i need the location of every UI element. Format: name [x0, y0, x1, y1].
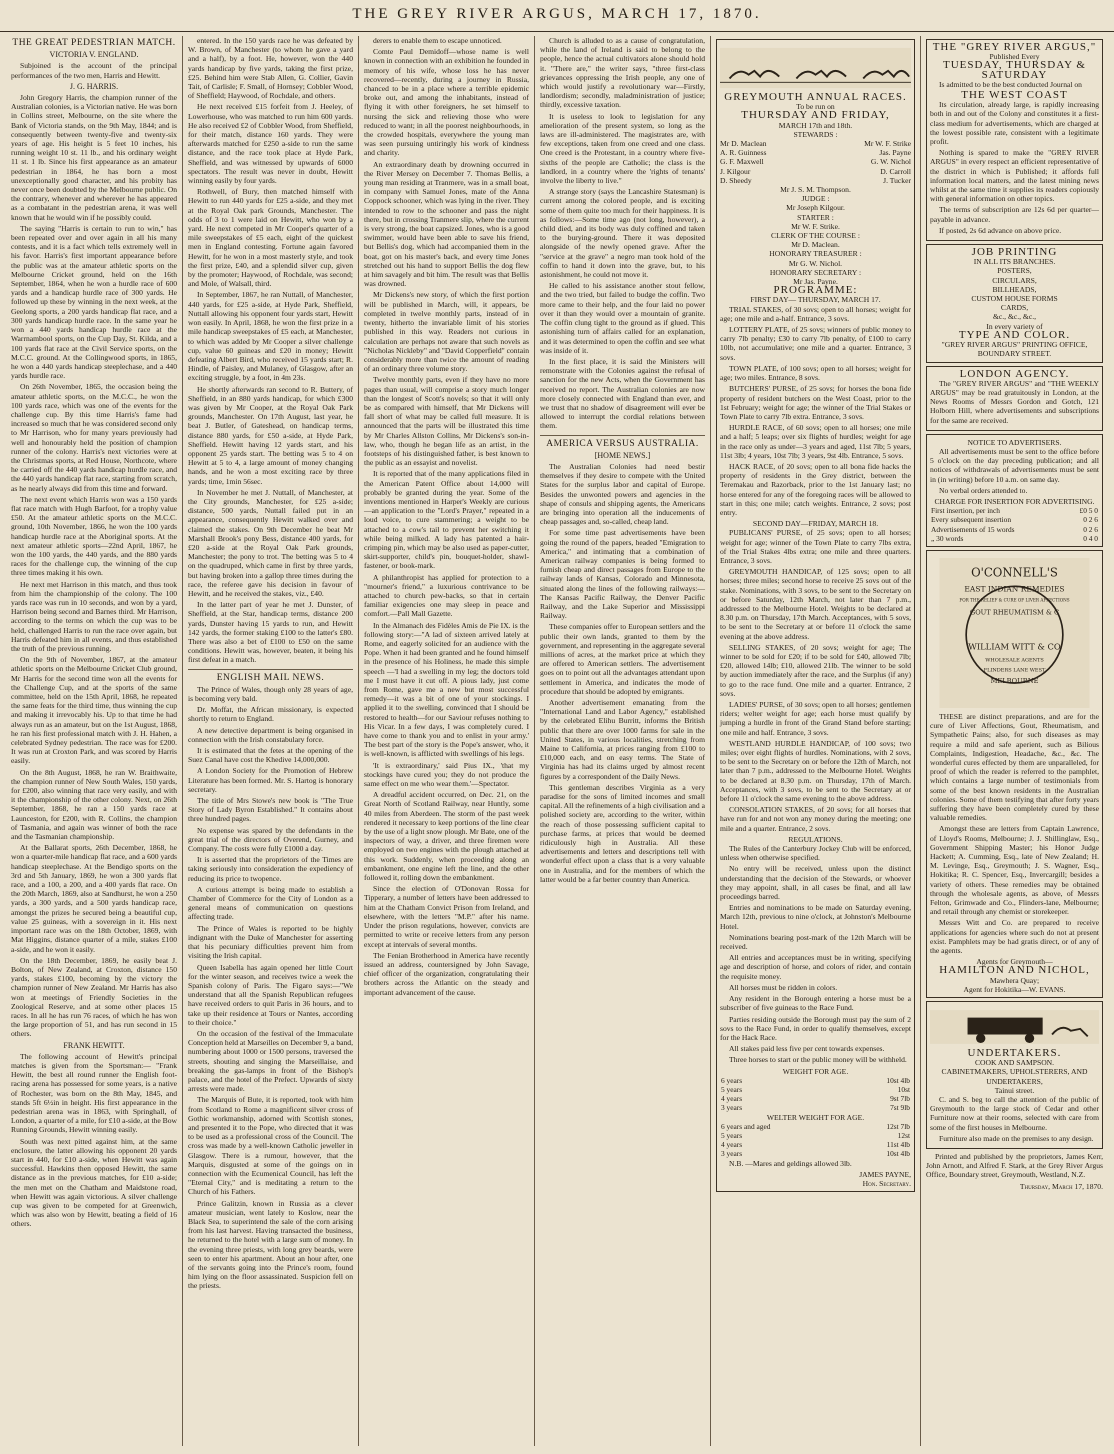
- steward-name: D. Sheedy: [720, 175, 752, 185]
- article-subtitle: VICTORIA V. ENGLAND.: [49, 50, 139, 60]
- paragraph: He next received £15 forfeit from J. Heeley, of Lowerhouse, who was matched to run him 600 yards. He also received £2 of Cobbler Wood, from Sheffield, for their match, distance 160 yards. They were afterwards matched for £250 a-side to run the same distance, and the race took place at Hyde Park, Sheffield, and was witnessed by upwards of 6000 spectators. The result was never in doubt, Hewitt winning easily by four yards.: [188, 102, 353, 186]
- paragraph: No expense was spared by the defendants in the great trial of the directors of Overend, Gurney, and Company. The costs were fully £1000 a day.: [188, 825, 353, 854]
- divider: [188, 669, 353, 670]
- article-title: AMERICA VERSUS AUSTRALIA.: [546, 438, 699, 449]
- paragraph: In September, 1867, he ran Nuttall, of Manchester, 440 yards, for £25 a-side, at Hyde Park, Sheffield, Nuttall allowing his opponent four yards start, Hewitt won easily. In April, 1868, he won the first prize in a mile handicap sweepstakes of £5 each, at Manchester, to which was added by Mr Cooper a silver challenge cup, value 60 guineas and £20 in money; Hewitt defeating Albert Bird, who received 15 yards start; R. Hindle, of Paisley, and Mulaney, of Glasgow, after an exciting struggle, by a foot, in 4m 23s.: [188, 290, 353, 383]
- starter-name: Mr W. F. Strike.: [791, 221, 840, 231]
- advert-title: THURSDAY AND FRIDAY,: [741, 109, 890, 122]
- table-cell: 10st: [897, 1084, 910, 1094]
- race-entry: SELLING STAKES, of 20 sovs; weight for age; The winner to be sold for £20; if to be sold for £40, allowed 7lb; £20, allowed 14lb; £10, allowed 21lb. The winner to be sold by auction immediately after the race, and the Surplus (if any) to go to the race fund. One mile and a quarter. Entrance, 2 sovs.: [720, 642, 911, 698]
- regulation: Any resident in the Borough entering a horse must be a subscriber of five guineas to the Race Fund.: [720, 994, 911, 1013]
- table-cell: 5 years: [721, 1130, 743, 1140]
- paragraph: The "GREY RIVER ARGUS" and "THE WEEKLY ARGUS" may be read gratuitously in London, at the News Rooms of Messrs Gordon and Gotch, 121 Holborn Hill, where advertisements and subscriptions for the same are received.: [930, 378, 1099, 425]
- paragraph: C. and S. beg to call the attention of the public of Greymouth to the large stock of Cedar and other Furniture now at their rooms, selected with care from some of the first houses in Melbourne.: [930, 1095, 1099, 1132]
- regulation: All stakes paid less five per cent towards expenses.: [729, 1044, 885, 1054]
- steward-name: Jas. Payne: [879, 148, 911, 158]
- race-entry: TOWN PLATE, of 100 sovs; open to all horses; weight for age; two miles. Entrance, 8 sovs.: [720, 363, 911, 383]
- column-4: [534, 36, 710, 1446]
- stewards-row: [720, 167, 911, 176]
- advert-text: COOK AND SAMPSON.: [974, 1058, 1055, 1068]
- secretary-heading: HONORARY SECRETARY :: [769, 267, 862, 277]
- paragraph: THESE are distinct preparations, and are for the cure of Liver Affections, Gout, Rheumatism, and Sympathetic Pains; also, for such diseases as may require a mild and safe aperient, such as Bilious Complaints, Indigestion, Headache, &c., &c. The wonderful cures effected by them are unparalleled, for proof of which the reader is referred to the pamphlet, which contains a large number of testimonials from some of the best known residents in the Australian colonies. Some of them testifying that after forty years suffering they have been completely cured by these valuable remedies.: [930, 711, 1099, 823]
- paragraph: At the Ballarat sports, 26th December, 1868, he won a quarter-mile handicap flat race, and a 600 yards handicap steeplechase. At the Bendigo sports on the 3rd and 5th January, 1869, he won a 300 yards flat race, and a 100, a 200, and a 400 yards flat race. On the 20th March, 1869, also at Sandhurst, he won a 250 yards, a 300 yards, and a 500 yards handicap race, amongst the prizes he secured being a beautiful cup, value 25 guineas, with a sovereign in it. His next important race was on the 18th October, 1869, with Mat Higgins, distance quarter of a mile, stakes £100 a-side, and he won it easily.: [11, 843, 177, 954]
- paragraph: In the Almanach des Fidèles Amis de Pie IX. is the following story:—"A lad of sixteen arrived lately at Rome, and eagerly solicited for an audience with the Pope. When it had been granted and he found himself in the presence of his Holiness, he made this simple speech —'I had a swelling in my leg; the doctors told me I must have it cut off. A pious lady, just come from Rome, gave me a new but most successful remedy—it was a bit of one of your stockings. I applied it to the swelling, convinced that I should be restored to health—for our Saviour refuses nothing to His Vicar. In a few days, I was completely cured. I have come to thank you and to enlist in your army.' The best part of the story is the Pope's answer, who, it is well-known, is afflicted with swellings of his legs.: [364, 620, 529, 759]
- paragraph: An extraordinary death by drowning occurred in the River Mersey on December 7. Thomas Bellis, a young man residing at Tranmere, was in a small boat, in company with Samuel Jones, mate of the Anna Coppock schooner, which was lying in the river. They intended to row to the schooner and pass the night there, but in crossing Tranmere slip, where the current is very strong, the boat capsized. Jones, who is a good swimmer, would have been able to save his friend, but Bellis's dog, which had accompanied them in the boat, got on his master's back, and every time Jones stretched out his hand to support Bellis the dog flew at him savagely and bit him. The result was that Bellis was drowned.: [364, 159, 529, 289]
- steward-name: Mr D. Maclean: [720, 139, 767, 149]
- table-cell: 0 2 6: [1083, 515, 1098, 525]
- table-row: [720, 1085, 911, 1094]
- steward-name: J. Kilgour: [720, 166, 751, 176]
- paragraph: On the 18th December, 1869, he easily beat J. Bolton, of New Zealand, at Croxton, distance 150 yards, stakes £100, becoming by the victory the champion runner of New Zealand. Mr Harris has also won at meetings of Friendly Societies in the Zoological Reserve, and at some other places 15 races. In all he has run 76 races, of which he has won the large proportion of 51, and has run second in 15 others.: [11, 955, 177, 1039]
- horse-race-illustration: [720, 47, 911, 89]
- divider: [540, 435, 705, 436]
- advert-title: THE "GREY RIVER ARGUS,": [932, 41, 1097, 53]
- table-cell: 3 years: [721, 1149, 743, 1159]
- clerk-heading: CLERK OF THE COURSE :: [771, 231, 860, 241]
- note: N.B. —Mares and geldings allowed 3lb.: [729, 1158, 852, 1168]
- paragraph: A philanthropist has applied for protection to a "mourner's friend," a luxurious contrivance to be attached to church pew-backs, so that in certain familiar exigencies one may sleep in peace and comfort.—Pall Mall Gazette.: [364, 572, 529, 619]
- race-entry: PUBLICANS' PURSE, of 25 sovs; open to all horses; weight for age; winner of the Town Plate to carry 7lbs extra, of the Trial Stakes 4lbs extra; one mile and three quarters. Entrance, 3 sovs.: [720, 528, 911, 565]
- paragraph: The next event which Harris won was a 150 yards flat race match with Hugh Barfoot, for a trophy value £50. At the amateur athletic sports on the M.C.C. ground, 10th November, 1866, he won the 100 yards handicap hurdle race at the Aboriginal sports. At the next amateur athletic sports—22nd April, 1867, he won the 100 yards, the 440 yards, and the 880 yards races for the challenge cup, the winning of the cup three times making it his own.: [11, 494, 177, 578]
- advert-text: Mawhera Quay;: [989, 975, 1040, 985]
- table-cell: 4 years: [721, 1094, 743, 1104]
- paragraph: It is reported that of the many applications filed in the American Patent Office about 14,000 will probably be granted during the year. Some of the inventions mentioned in Harper's Weekly are curious—an application to the "Lord's Prayer," repeated in a loud voice, to cure stammering; a weight to be attached to a cow's tail to prevent her switching it while being milked. A lady has patented a hair-crimping pin, which may be also used as paper-cutter, skirt-supporter, child's pin, bouquet-holder, shawl-fastener, or book-mark.: [364, 469, 529, 571]
- steward-name: J. Tucker: [883, 175, 911, 185]
- paragraph: A strange story (says the Lancashire Statesman) is current among the colored people, and is exciting some of them quite too much for their happiness. It is as follows:—Some time ago (not long, however), a child died, and its body was duly coffined and taken to the burying-ground. There it was deposited alongside of the newly opened grave. After the "service at the grave" a negro man took hold of the coffin to hand it down into the grave, but, to his astonishment, he could not move it.: [540, 187, 705, 280]
- london-agency-advert: [926, 366, 1103, 431]
- paragraph: A curious attempt is being made to establish a Chamber of Commerce for the City of London as a general means of communication on questions affecting trade.: [188, 884, 353, 922]
- paragraph: On the 9th of November, 1867, at the amateur athletic sports on the Melbourne Cricket Club ground, Mr Harris for the second time won all the events for the Challenge Cup, and at the sports of the same committee, held on the 15th April, 1868, he repeated the same feats for the third time, thus winning the cup and making it irrevocably his. Up to that time he had always run as an amateur, but on the 1st August, 1868, he ran his first professional match with J. H. Hahen, a celebrated Sydney pedestrian. The race was for £200. It was run at Croxton Park, and was scored by Harris easily.: [11, 655, 177, 766]
- paragraph: If posted, 2s 6d advance on above price.: [939, 225, 1062, 235]
- table-cell: 9st 7lb: [890, 1094, 910, 1104]
- paragraph: Queen Isabella has again opened her little Court for the winter season, and receives twice a week the Spanish colony of Paris. The Figaro says:—"We understand that all the Spanish Republican refugees have received orders to quit Paris in 36 hours, and to take up their residence at Tours or Nantes, according to their choice.": [188, 962, 353, 1027]
- remedies-text: WILLIAM WITT & CO: [968, 641, 1061, 652]
- job-printing-advert: [926, 244, 1103, 362]
- paragraph: Subjoined is the account of the principal performances of the two men, Harris and Hewitt.: [11, 61, 177, 80]
- race-entry: CONSOLATION STAKES, of 20 sovs; for all horses that have run for and not won any money during the meeting; one mile and a quarter. Entrance, 2 sovs.: [720, 805, 911, 833]
- race-entry: HACK RACE, of 20 sovs; open to all bona fide hacks the property of residents in the Grey district, between the Teremakau and Razorback, prior to the 1st January last; no horse entered for any of the foregoing races will be allowed to start in this; one mile; catch weights. Entrance, 2 sovs; post entry.: [720, 461, 911, 517]
- table-cell: 12st: [897, 1130, 910, 1140]
- paragraph: A London Society for the Promotion of Hebrew Literature has been formed. Mr. S. Hartog is honorary secretary.: [188, 766, 353, 794]
- remedies-text: GOUT RHEUMATISM & C: [969, 608, 1060, 617]
- paragraph: The title of Mrs Stowe's new book is "The True Story of Lady Byron Established." It contains about three hundred pages.: [188, 796, 353, 824]
- notice-advert: [926, 434, 1103, 547]
- paragraph: Church is alluded to as a cause of congratulation, while the land of Ireland is said to belong to the people, hence the actual cultivators alone should hold it. "There are," the writer says, "three first-class grievances oppressing the Irish people, any one of which would justify a revolutionary war—Firstly, landlordism; secondly, maladministration of justice; thirdly, excessive taxation.: [540, 36, 705, 110]
- table-cell: 0 4 0: [1083, 533, 1098, 543]
- table-cell: 0 2 6: [1083, 524, 1098, 534]
- paragraph: In November he met J. Nuttall, of Manchester, at the City grounds, Manchester, for £25 a-side; distance, 500 yards, Nuttall failed put in an appearance, consequently Hewitt walked over and claimed the stakes. On 9th December he beat Mr Marshall Brook's pony Bess, distance 400 yards, for £20 a-side at the Royal Oak Park grounds, Manchester; the pony to trot. The betting was 5 to 4 on the quadruped, which came in first by three yards, but having broken into a gallop three times during the race, the referee gave his decision in favour of Hewitt, and he received the stakes, viz., £40.: [188, 487, 353, 598]
- undertakers-advert: [926, 1001, 1103, 1149]
- column-5: [710, 36, 920, 1446]
- table-cell: 4 years: [721, 1140, 743, 1150]
- paragraph: It is estimated that the fetes at the opening of the Suez Canal have cost the Khedive 14,000,000.: [188, 746, 353, 765]
- stewards-row: [720, 157, 911, 166]
- paragraph: On the occasion of the festival of the Immaculate Conception held at Marseilles on December 9, a band, numbering about 1000 or 1500 persons, traversed the streets, shouting and singing the Marseillaise, and breaking the gas-lamps in front of the Bishop's palace, and the hotel of the Prefect. Upwards of sixty arrests were made.: [188, 1028, 353, 1094]
- advert-title: UNDERTAKERS.: [967, 1047, 1062, 1060]
- advert-title: NOTICE TO ADVERTISERS.: [967, 437, 1062, 447]
- paragraph: The terms of subscription are 12s 6d per quarter—payable in advance.: [930, 205, 1099, 224]
- masthead: [0, 6, 1114, 32]
- treasurer-heading: HONORARY TREASURER :: [769, 249, 862, 259]
- paragraph: In the first place, it is said the Ministers will remonstrate with the Colonies against the refusal of sanction for the new Acts, when the Government has received no report. The Australian colonies are now more closely connected with England than ever, and we trust that no shadow of disagreement will ever be allowed to interrupt the cordial relations between them.: [540, 356, 705, 431]
- regulation: Parties residing outside the Borough must pay the sum of 2 sovs to the Race Fund, in order to qualify themselves, except for the Hack Race.: [720, 1014, 911, 1042]
- paragraph: No verbal orders attended to.: [939, 485, 1028, 495]
- advert-title: TYPE AND COLOR.: [958, 328, 1071, 341]
- starter-heading: STARTER :: [797, 212, 834, 222]
- advert-text: MARCH 17th and 18th.: [778, 120, 853, 130]
- paragraph: Prince Galitzin, known in Russia as a clever amateur musician, went lately to Koslow, near the Black Sea, to superintend the sale of the corn arising from his last harvest. Having transacted the business, he returned to the hotel with a large sum of money. In the evening three priests, with long grey beards, were seen to enter his apartment. About an hour after, one of the servants going into the Prince's room, found him lying on the floor assassinated. Suspicion fell on the priests.: [188, 1198, 353, 1291]
- paragraph: Another advertisement emanating from the "International Land and Labor Agency," established by the celebrated Elihu Burritt, informs the British public that there are over 1000 farms for sale in the United States, in various localities, stretching from Maine to California, at prices ranging from £100 to £10,000 each, and on easy terms. The State of Virginia has had its claims urged by almost recent figures by a correspondent of the Daily News.: [540, 698, 705, 781]
- advert-title: THE WEST COAST: [961, 89, 1068, 102]
- regulation: All horses must be ridden in colors.: [729, 982, 838, 992]
- paragraph: For some time past advertisements have been going the round of the papers, headed "Emigration to America," and intimating that a combination of American railway companies is being formed to furnish cheap and direct passages from Europe to the railway lands of Kansas, Colorado and Minnesota, situated along the lines of the following railways:—The Kansas Pacific Railway, the Denver Pacific Railway, and the Lake Superior and Mississippi Railway.: [540, 528, 705, 621]
- paragraph: Messrs Witt and Co. are prepared to receive applications for agencies where such do not at present exist. Pamphlets may be had gratis direct, or of any of the agents.: [930, 918, 1099, 956]
- advert-text: Published Every: [989, 52, 1040, 62]
- table-row: [930, 506, 1099, 515]
- remedies-text: FLINDERS LANE WEST: [983, 667, 1046, 674]
- stewards-heading: STEWARDS :: [793, 129, 838, 139]
- advert-text: To be run on: [796, 102, 835, 112]
- remedies-text: MELBOURNE: [990, 676, 1039, 685]
- day-heading: FIRST DAY— THURSDAY, MARCH 17.: [750, 295, 881, 305]
- paragraph: All advertisements must be sent to the office before 5 o'clock on the day preceding publication; and all notices of withdrawals of advertisements must be sent in (in writing) before 10 a.m. on same day.: [930, 446, 1099, 484]
- column-6: [920, 36, 1108, 1446]
- paragraph: It is useless to look to legislation for any amelioration of the present system, so long as the laws are ill-administered. The magistrates are, with few exceptions, taken from one creed and one class. One creed is the Protestant, in a country where five-sixths of the people are Catholic; the class is the landlord, in a country where the 'rights of tenants' involve the liberty to live.": [540, 111, 705, 186]
- column-1: [6, 36, 182, 1446]
- advert-text: "GREY RIVER ARGUS" PRINTING OFFICE,: [941, 340, 1088, 350]
- paragraph: A new detective department is being organised in connection with the Irish constabulary force.: [188, 725, 353, 744]
- paragraph: In the latter part of year he met J. Dunster, of Sheffield, at the Star, handicap terms, distance 200 yards, Dunster having 15 yards to run, and Hewitt 142 yards, the former staking £100 to the latter's £80. There was also a bet of £100 to £50 on the same conditions. Hewitt was, however, beaten, it being his first defeat in a match.: [188, 600, 353, 665]
- paragraph: 'It is extraordinary,' said Pius IX., 'that my stockings have cured you; they do not produce the same effect on me who wear them.'—Spectator.: [364, 760, 529, 789]
- signature: JAMES PAYNE,: [859, 1169, 911, 1179]
- list-item: POSTERS,: [997, 266, 1032, 276]
- paragraph: On 26th November, 1865, the occasion being the amateur athletic sports, on the M.C.C., he won the 100 yards race, which was one of the events for the challenge cup. By this time Harris's fame had increased so much that he was considered second only to Mr Harrison, who for many years previously had well and honourably held the position of champion runner of the colony. Harris's next victories were at the Christmas sports, at Red House, Northcote, where he carried off the 440 yards handicap hurdle race, and the 440 yards handicap flat race, starting from scratch, as he nearly always did from this time and forward.: [11, 382, 177, 493]
- list-item: BILLHEADS,: [992, 284, 1037, 294]
- table-row: [720, 1149, 911, 1158]
- remedies-text: EAST INDIAN REMEDIES: [964, 584, 1065, 594]
- table-row: [930, 515, 1099, 524]
- table-row: [930, 525, 1099, 534]
- paragraph: John Gregory Harris, the champion runner of the Australian colonies, is a Victorian native. He was born in Collins street, Melbourne, on the site where the Bank of Victoria stands, on the 9th May, 1844; and is consequently between twenty-five and twenty-six years of age. His height is 5 feet 10 inches, his running weight 10 st. 11 lb., and his ordinary weight 11 st. 1 lb. Since his first appearance as an amateur pedestrian in 1864, he has born a most unexceptionally good character, and his probity has never once been doubted by the Melbourne public. On the contrary, whenever and wherever he has appeared as a combatant in the pedestrian arena, it was well known that he would win if he possibly could.: [11, 93, 177, 222]
- regulation: No entry will be received, unless upon the distinct understanding that the decision of the Stewards, or whoever they may appoint, shall, in all cases be final, and all law proceedings barred.: [720, 864, 911, 902]
- rates-table: [930, 506, 1099, 543]
- article-title: ENGLISH MAIL NEWS.: [216, 672, 325, 683]
- paragraph: He next met Harrison in this match, and thus took from him the championship of the colony. The 100 yards race was run in 10 seconds, and won by a yard, Harrison being second and Barnes third. Mr Harrison, according to the terms on which the cup was to be held, challenged Harris to run the race over again, but Harris defeated him in all events, and thus established the truth of the previous running.: [11, 579, 177, 653]
- list-item: CUSTOM HOUSE FORMS: [971, 294, 1058, 304]
- paragraph: The saying "Harris is certain to run to win," has been repeated over and over again in all his many contests, and it is a fact which tells extremely well in his favor. Harris's first important appearance before the public was at the amateur athletic sports on the Melbourne Cricket ground, held on the 16th September, 1864, when he won a hurdle race of 600 yards and a handicap hurdle race of 300 yards. He followed up these by winning in the next week, at the Geelong sports, a 200 yards handicap flat race, and a 300 yards handicap hurdle race. In the same year he won a 440 yards handicap hurdle race at the Warrnambool sports, on the Cup Day, St. Kilda, and a 100 yards flat race at the Civil Service sports, on the M.C.C. ground. At the Collingwood sports, in 1865, he won a 440 yards handicap steeplechase, and a 440 yards hurdle race.: [11, 223, 177, 381]
- table-row: [720, 1076, 911, 1085]
- advert-text: Agents for Greymouth—: [976, 957, 1053, 967]
- paragraph: The Fenian Brotherhood in America have recently issued an address, countersigned by John Savage, chief officer of the organization, congratulating their brothers across the Atlantic on the steady and important advancement of the cause.: [364, 950, 529, 997]
- table-cell: 6 years and aged: [721, 1121, 771, 1131]
- table-cell: 7st 9lb: [890, 1103, 910, 1113]
- secretary-name: Mr Jas. Payne.: [793, 277, 838, 287]
- regulation: Three horses to start or the public money will be withheld.: [729, 1055, 907, 1065]
- article-subtitle: [HOME NEWS.]: [594, 450, 651, 460]
- treasurer-name: Mr G. W. Nichol.: [788, 258, 843, 268]
- paragraph: The Marquis of Bute, it is reported, took with him from Scotland to Rome a magnificent silver cross of Gothic workmanship, adorned with Scottish stones, and presented it to the Pope, who directed that it was to be used as a professional cross of the Council. The cross was made by a well-known Catholic jeweller in Glasgow. There is a rumour, however, that the Marquis, disgusted at some of the goings on in connection with the Ecumenical Council, has left the "Eternal City," and is meditating a return to the Church of his Fathers.: [188, 1095, 353, 1197]
- table-cell: 10st 4lb: [886, 1075, 910, 1085]
- paragraph: Is admitted to be the best conducted Journal on: [939, 79, 1082, 89]
- paragraph: On the 8th August, 1868, he ran W. Braithwaite, the champion runner of New South Wales, 150 yards, for £200, also winning that race very easily, and with it the championship of the other colony. Next, on 26th September, 1868, he ran a 150 yards race at Launceston, for £200, with R. Collins, the champion of Tasmania, and again was winner of both the race and the Tasmanian championship.: [11, 767, 177, 842]
- signature-title: Hon. Secretary.: [862, 1178, 911, 1188]
- section-heading: J. G. HARRIS.: [69, 81, 119, 91]
- list-item: CARDS,: [1000, 303, 1029, 313]
- race-entry: WESTLAND HURDLE HANDICAP, of 100 sovs; two miles; over eight flights of hurdles. Nominations, with 2 sovs, to be sent to the Secretary on or before the 12th of March, not later than 7 p.m., addressed to the Melbourne Hotel. Weights to be declared at 8.30 p.m. on Thursday, 17th of March. Acceptances, with 3 sovs, to be sent to the Secretary at or before 11 o'clock the same evening to the above address.: [720, 738, 911, 804]
- table-cell: 10st 4lb: [886, 1149, 910, 1159]
- table-row: [720, 1094, 911, 1103]
- advert-text: CABINETMAKERS, UPHOLSTERERS, AND UNDERTAKERS,: [941, 1067, 1088, 1086]
- paragraph: These companies offer to European settlers and the public their own lands, granted to them by the government, and representing in the aggregate several millions of acres, at the market price at which they are offered to American settlers. The advertisement goes on to point out all the advantages attendant upon settlement in America, and indicates the mode of procedure that should be adopted by emigrants.: [540, 622, 705, 696]
- table-cell: 5 years: [721, 1084, 743, 1094]
- advert-title: TUESDAY, THURSDAY & SATURDAY: [943, 59, 1086, 81]
- race-entry: BUTCHERS' PURSE, of 25 sovs; for horses the bona fide property of resident butchers on the West Coast, prior to the 1st February; weight for age; the winner of the Trial Stakes or Town Plate to carry 7lb extra. Entrance, 3 sovs.: [720, 384, 911, 421]
- race-entry: GREYMOUTH HANDICAP, of 125 sovs; open to all horses; three miles; second horse to receive 25 sovs out of the stake. Nominations, with 3 sovs, to be sent to the Secretary on or before Saturday, 12th March, not later than 7 p.m., addressed to the Melbourne Hotel. Weights to be declared at 8.30 p.m. on Thursday, 17th March. Acceptances, with 5 sovs, to be sent to the Secretary at or before 11 o'clock the same evening at the above address.: [720, 567, 911, 641]
- advert-title: JOB PRINTING: [971, 246, 1058, 259]
- regulation: All entries and acceptances must be in writing, specifying age and description of horse, and colors of rider, and contain the requisite money.: [720, 953, 911, 981]
- advert-text: BOUNDARY STREET.: [977, 349, 1052, 359]
- paragraph: Its circulation, already large, is rapidly increasing both in and out of the Colony and constitutes it a first-class medium for advertisements, which are charged at the lowest possible rate, consistent with a legitimate profit.: [930, 100, 1099, 147]
- paragraph: A dreadful accident occurred, on Dec. 21, on the Great North of Scotland Railway, near Huntly, some 40 miles from Aberdeen. The storm of the past week rendered it necessary to keep portions of the line clear by the use of a light snow plough. Mr Bate, one of the inspectors of way, a driver, and three firemen were employed on two engines with the plough attached at this work. Suddenly, when proceeding along an embankment, one engine left the line, and the other followed it, rolling down the embankment.: [364, 790, 529, 883]
- paragraph: The Prince of Wales is reported to be highly indignant with the Duke of Manchester for asserting that his pecuniary difficulties prevent him from visiting the Irish capital.: [188, 923, 353, 961]
- race-advert: [716, 39, 915, 1192]
- paragraph: The Australian Colonies had need bestir themselves if they desire to compete with the United States for the surplus labor and capital of Europe. Besides the unwonted powers and agencies in the shape of consuls and shipping agents, the Americans are bringing into operation all the inducements of cheap passages and, so-called, cheap land.: [540, 461, 705, 527]
- table-cell: 11st 4lb: [886, 1140, 910, 1150]
- column-3: [358, 36, 534, 1446]
- welter-table: [720, 1122, 911, 1159]
- remedies-text: O'CONNELL'S: [971, 565, 1058, 580]
- hearse-illustration: [930, 1009, 1099, 1045]
- advert-title: LONDON AGENCY.: [959, 367, 1070, 380]
- day-heading: SECOND DAY—FRIDAY, MARCH 18.: [752, 519, 879, 529]
- paragraph: Dr. Moffat, the African missionary, is expected shortly to return to England.: [188, 705, 353, 724]
- race-entry: TRIAL STAKES, of 30 sovs; open to all horses; weight for age; one mile and a-half. Entrance, 3 sovs.: [720, 304, 911, 323]
- article-title: THE GREAT PEDESTRIAN MATCH.: [12, 38, 176, 48]
- imprint: Printed and published by the proprietors, James Kerr, John Arnott, and Alfred F. Stark, at the Grey River Argus Office, Boundary street, Greymouth, Westland, N.Z.: [926, 1152, 1103, 1180]
- remedies-text: FOR THE RELIEF & CURE OF LIVER AFFECTIONS: [959, 597, 1070, 603]
- weight-table: [720, 1076, 911, 1113]
- paragraph: entered. In the 150 yards race he was defeated by W. Brown, of Manchester (to whom he gave a yard and a half), by a foot. He, however, won the 440 yards handicap by five yards, taking the first prize, £25. Behind him were Stab Allen, G. Collier, Gavin Tait, of Carlisle; F. Small, of Hornsey; Cobbler Wood, of Sheffield; Haywood, of Rochdale, and others.: [188, 36, 353, 101]
- steward-name: D. Carroll: [880, 166, 911, 176]
- clerk-name: Mr D. Maclean.: [791, 240, 840, 250]
- stewards-row: [720, 139, 911, 148]
- table-cell: „ 30 words: [931, 533, 964, 543]
- paragraph: The Prince of Wales, though only 28 years of age, is becoming very bald.: [188, 684, 353, 704]
- judge-heading: JUDGE :: [801, 194, 830, 204]
- table-cell: 3 years: [721, 1103, 743, 1113]
- paragraph: South was next pitted against him, at the same enclosure, the latter allowing his opponent 20 yards start in 440, for £10 a-side, when Hewitt was again successful. Hawkins then opposed Hewitt, the same distance as in the previous matches, for £10 a-side; the men met on the Chatham and Maidstone road, when Hewitt was again victorious. A silver challenge cup was given to be competed for at Greenwich, which was also won by Hewitt, beating a field of 16 others.: [11, 1136, 177, 1229]
- remedies-advert: [926, 550, 1103, 998]
- paragraph: Comte Paul Demidoff—whose name is well known in connection with an exhibition he founded in memory of his wife, whose loss he has never recovered—recently, during a journey in Russia, chanced to be in a place where a terrible epidemic broke out, and among the inhabitants, instead of flying it with other foreigners, he set himself to nursing the sick and relieving those who were reduced to want; in all the poorest neighbourhoods, in the crowded hospitals, everywhere the young man was seen pursuing untiringly his work of kindness and charity.: [364, 47, 529, 158]
- paragraph: It is asserted that the proprietors of the Times are taking seriously into consideration the expediency of reducing its price to twopence.: [188, 855, 353, 883]
- table-row: [930, 534, 1099, 543]
- judge-name: Mr Joseph Kilgour.: [786, 203, 845, 213]
- regulation: Entries and nominations to be made on Saturday evening, March 12th, previous to nine o'clock, at Johnston's Melbourne Hotel.: [720, 903, 911, 931]
- table-cell: £0 5 0: [1079, 506, 1098, 516]
- paragraph: derers to enable them to escape unnoticed.: [373, 36, 502, 45]
- section-heading: FRANK HEWITT.: [63, 1040, 125, 1050]
- advert-text: Tainui street.: [994, 1085, 1035, 1095]
- advert-title: HAMILTON AND NICHOL,: [939, 964, 1090, 977]
- stewards-row: [720, 176, 911, 185]
- steward-name: A. R. Guinness: [720, 148, 767, 158]
- paragraph: Since the election of O'Donovan Rossa for Tipperary, a number of letters have been addressed to him at the Chatham Convict Prison from Ireland, and elsewhere, with the letters "M.P." after his name. Under the prison regulations, however, convicts are permitted to write or receive letters from any person except at intervals of several months.: [364, 884, 529, 949]
- regulation: The Rules of the Canterbury Jockey Club will be enforced, unless when otherwise specified.: [720, 844, 911, 863]
- table-row: [720, 1103, 911, 1112]
- race-entry: LOTTERY PLATE, of 25 sovs; winners of public money to carry 7lb penalty; £30 to carry 7lb penalty, of £100 to carry 10lb, not accumulative; one mile and a quarter. Entrance, 3 sovs.: [720, 325, 911, 362]
- argus-advert: [926, 39, 1103, 241]
- paragraph: Mr Dickens's new story, of which the first portion will be published in March, will, it appears, be completed in twelve monthly parts, instead of in twenty, hitherto the invariable limit of his stories published in this way. Readers not curious in calculation are perhaps not aware that such novels as "Nicholas Nickleby" and "David Copperfield" contain considerably more than twice the amount of reading of an ordinary three volume story.: [364, 290, 529, 374]
- paragraph: Nothing is spared to make the "GREY RIVER ARGUS" in every respect an efficient representative of the district in which is Published; it affords full information local matters, and the latest mining news whilst at the same time it supplies its readers copiously with general information on other topics.: [930, 148, 1099, 204]
- table-cell: Advertisements of 15 words: [931, 524, 1015, 534]
- table-cell: 12st 7lb: [886, 1121, 910, 1131]
- paragraph: The following account of Hewitt's principal matches is given from the Sportsman:— "Frank Hewitt, the best all round runner the English foot-racing arena has possessed for some years, is a native of Rochester, was born on the 8th May, 1845, and stands 5ft 6½in in height. His first appearance in the pedestrian arena was in 1863, with Springhall, of London, a quarter of a mile, for £10 a-side, at the Bow Running Grounds, Hewitt winning easily.: [11, 1051, 177, 1135]
- advert-text: IN ALL ITS BRANCHES.: [973, 257, 1056, 267]
- paragraph: Twelve monthly parts, even if they have no more pages than usual, will comprise a story much longer than the longest of Scott's novels; so that it will only be as compared with himself, that Mr Dickens will fall short of what may be called full measure. It is announced that the parts will be illustrated this time by Mr Charles Allston Collins, Mr Dickens's son-in-law, who, though he began life as an artist, in the footsteps of his distinguished father, is best known to the public as an essayist and novelist.: [364, 375, 529, 468]
- race-entry: HURDLE RACE, of 60 sovs; open to all horses; one mile and a half; 5 leaps; over six flights of hurdles; weight for age in the race only as under—3 years and aged, 11st 7lb; 5 years, 11st 3lb; 4 years, 10st 7lb; 3 years, 9st 4lb. Entrance, 5 sovs.: [720, 423, 911, 460]
- regulations-heading: REGULATIONS.: [788, 834, 843, 844]
- table-cell: 6 years: [721, 1075, 743, 1085]
- advert-title: GREYMOUTH ANNUAL RACES.: [724, 91, 907, 103]
- paragraph: This gentleman describes Virginia as a very paradise for the sons of limited incomes and small capital. All the refinements of a high civilisation and a polished society are, according to the writer, within the reach of those possessing sufficient capital to purchase farms, at prices that would be deemed ridiculously high in Australia. All these advertisements and letters and descriptions tell with wonderful effect upon a class that is a very valuable one in Australia, and for the members of which the latter would be a far better country than America.: [540, 782, 705, 884]
- paragraph: He called to his assistance another stout fellow, and the two tried, but failed to budge the coffin. Two more came to their help, and the four laid no power over it than they would over a mountain of granite. The coffin clung tight to the ground as if glued. This astonishing turn of affairs called for an explanation, and it was determined to open the coffin and see what was inside of it.: [540, 281, 705, 355]
- steward-name: G. W. Nichol: [870, 157, 911, 167]
- stewards-row: [720, 148, 911, 157]
- list-item: &c., &c., &c.,: [992, 312, 1037, 322]
- paragraph: Furniture also made on the premises to any design.: [939, 1133, 1094, 1143]
- table-row: [720, 1122, 911, 1131]
- masthead-title: THE GREY RIVER ARGUS, MARCH 17, 1870.: [352, 6, 762, 22]
- list-item: CIRCULARS,: [992, 275, 1037, 285]
- remedies-text: WHOLESALE AGENTS: [985, 657, 1044, 664]
- advert-text: Agent for Hokitika—W. EVANS.: [963, 984, 1066, 994]
- welter-heading: WELTER WEIGHT FOR AGE.: [766, 1112, 865, 1122]
- paragraph: He shortly afterwards ran second to R. Buttery, of Sheffield, in an 880 yards handicap, for which £300 was given by Mr Cooper, at the Royal Oak Park grounds, Manchester. On 17th August, last year, he beat J. Butler, of Gateshead, on handicap terms, distance 880 yards, for £50 a-side, at Hyde Park, Sheffield. Hewitt having 12 yards start, and his opponent 25 yards start. The betting was 5 to 4 on Hewitt at 5 to 4, a large amount of money changing hands, and he won a most exciting race by three yards; time, 1min 56sec.: [188, 384, 353, 486]
- table-row: [720, 1140, 911, 1149]
- paragraph: Amongst these are letters from Captain Lawrence, of Lloyd's Rooms, Melbourne; J. J. Shillinglaw, Esq., Government Shipping Master; his Honor Judge Hackett; A. Cumming, Esq., late of New Zealand; H. M. Levinge, Esq., Greymouth; J. S. Wagner, Esq., Hokitika; R. C. Spencer, Esq., Invercargill; besides a variety of others. These remedies may be obtained through the wholesale agents, as above, of Messrs Felton, Grimwade and Co., Flinders-lane, Melbourne; and retail through any chemist or storekeeper.: [930, 824, 1099, 917]
- table-row: [720, 1131, 911, 1140]
- steward-name: G. F. Maxwell: [720, 157, 764, 167]
- race-entry: LADIES' PURSE, of 30 sovs; open to all horses; gentlemen riders; welter weight for age; each horse must qualify by jumping a hurdle in front of the Grand Stand before starting; one mile and half. Entrance, 3 sovs.: [720, 700, 911, 737]
- column-2: [182, 36, 358, 1446]
- regulation: Nominations bearing post-mark of the 12th March will be received.: [720, 932, 911, 952]
- weight-heading: WEIGHT FOR AGE.: [782, 1066, 849, 1076]
- rates-heading: CHARGE FOR INSERTION FOR ADVERTISING.: [934, 496, 1095, 506]
- steward-name: Mr J. S. M. Thompson.: [780, 185, 851, 195]
- imprint-date: Thursday, March 17, 1870.: [1019, 1181, 1103, 1191]
- table-cell: Every subsequent insertion: [931, 515, 1012, 525]
- table-cell: First insertion, per inch: [931, 506, 1000, 516]
- steward-name: Mr W. F. Strike: [864, 139, 911, 149]
- programme-heading: PROGRAMME:: [773, 284, 858, 297]
- remedies-illustration: [930, 558, 1099, 708]
- advert-text: In every variety of: [986, 321, 1043, 331]
- paragraph: Rothwell, of Bury, then matched himself with Hewitt to run 440 yards for £25 a-side, and they met at the Royal Oak park Grounds, Manchester. The odds of 3 to 1 were laid on Hewitt, who won by a yard. He next competed in Mr Cooper's quarter of a mile sweepstakes of £5 each, eight of the quickest men in England contesting. Fortune again favored Hewitt, for he won in a most masterly style, and took the first prize, £40, and a splendid silver cup, given by the promoter; Haywood, of Rochdale, was second; and Mole, of Walsall, third.: [188, 187, 353, 289]
